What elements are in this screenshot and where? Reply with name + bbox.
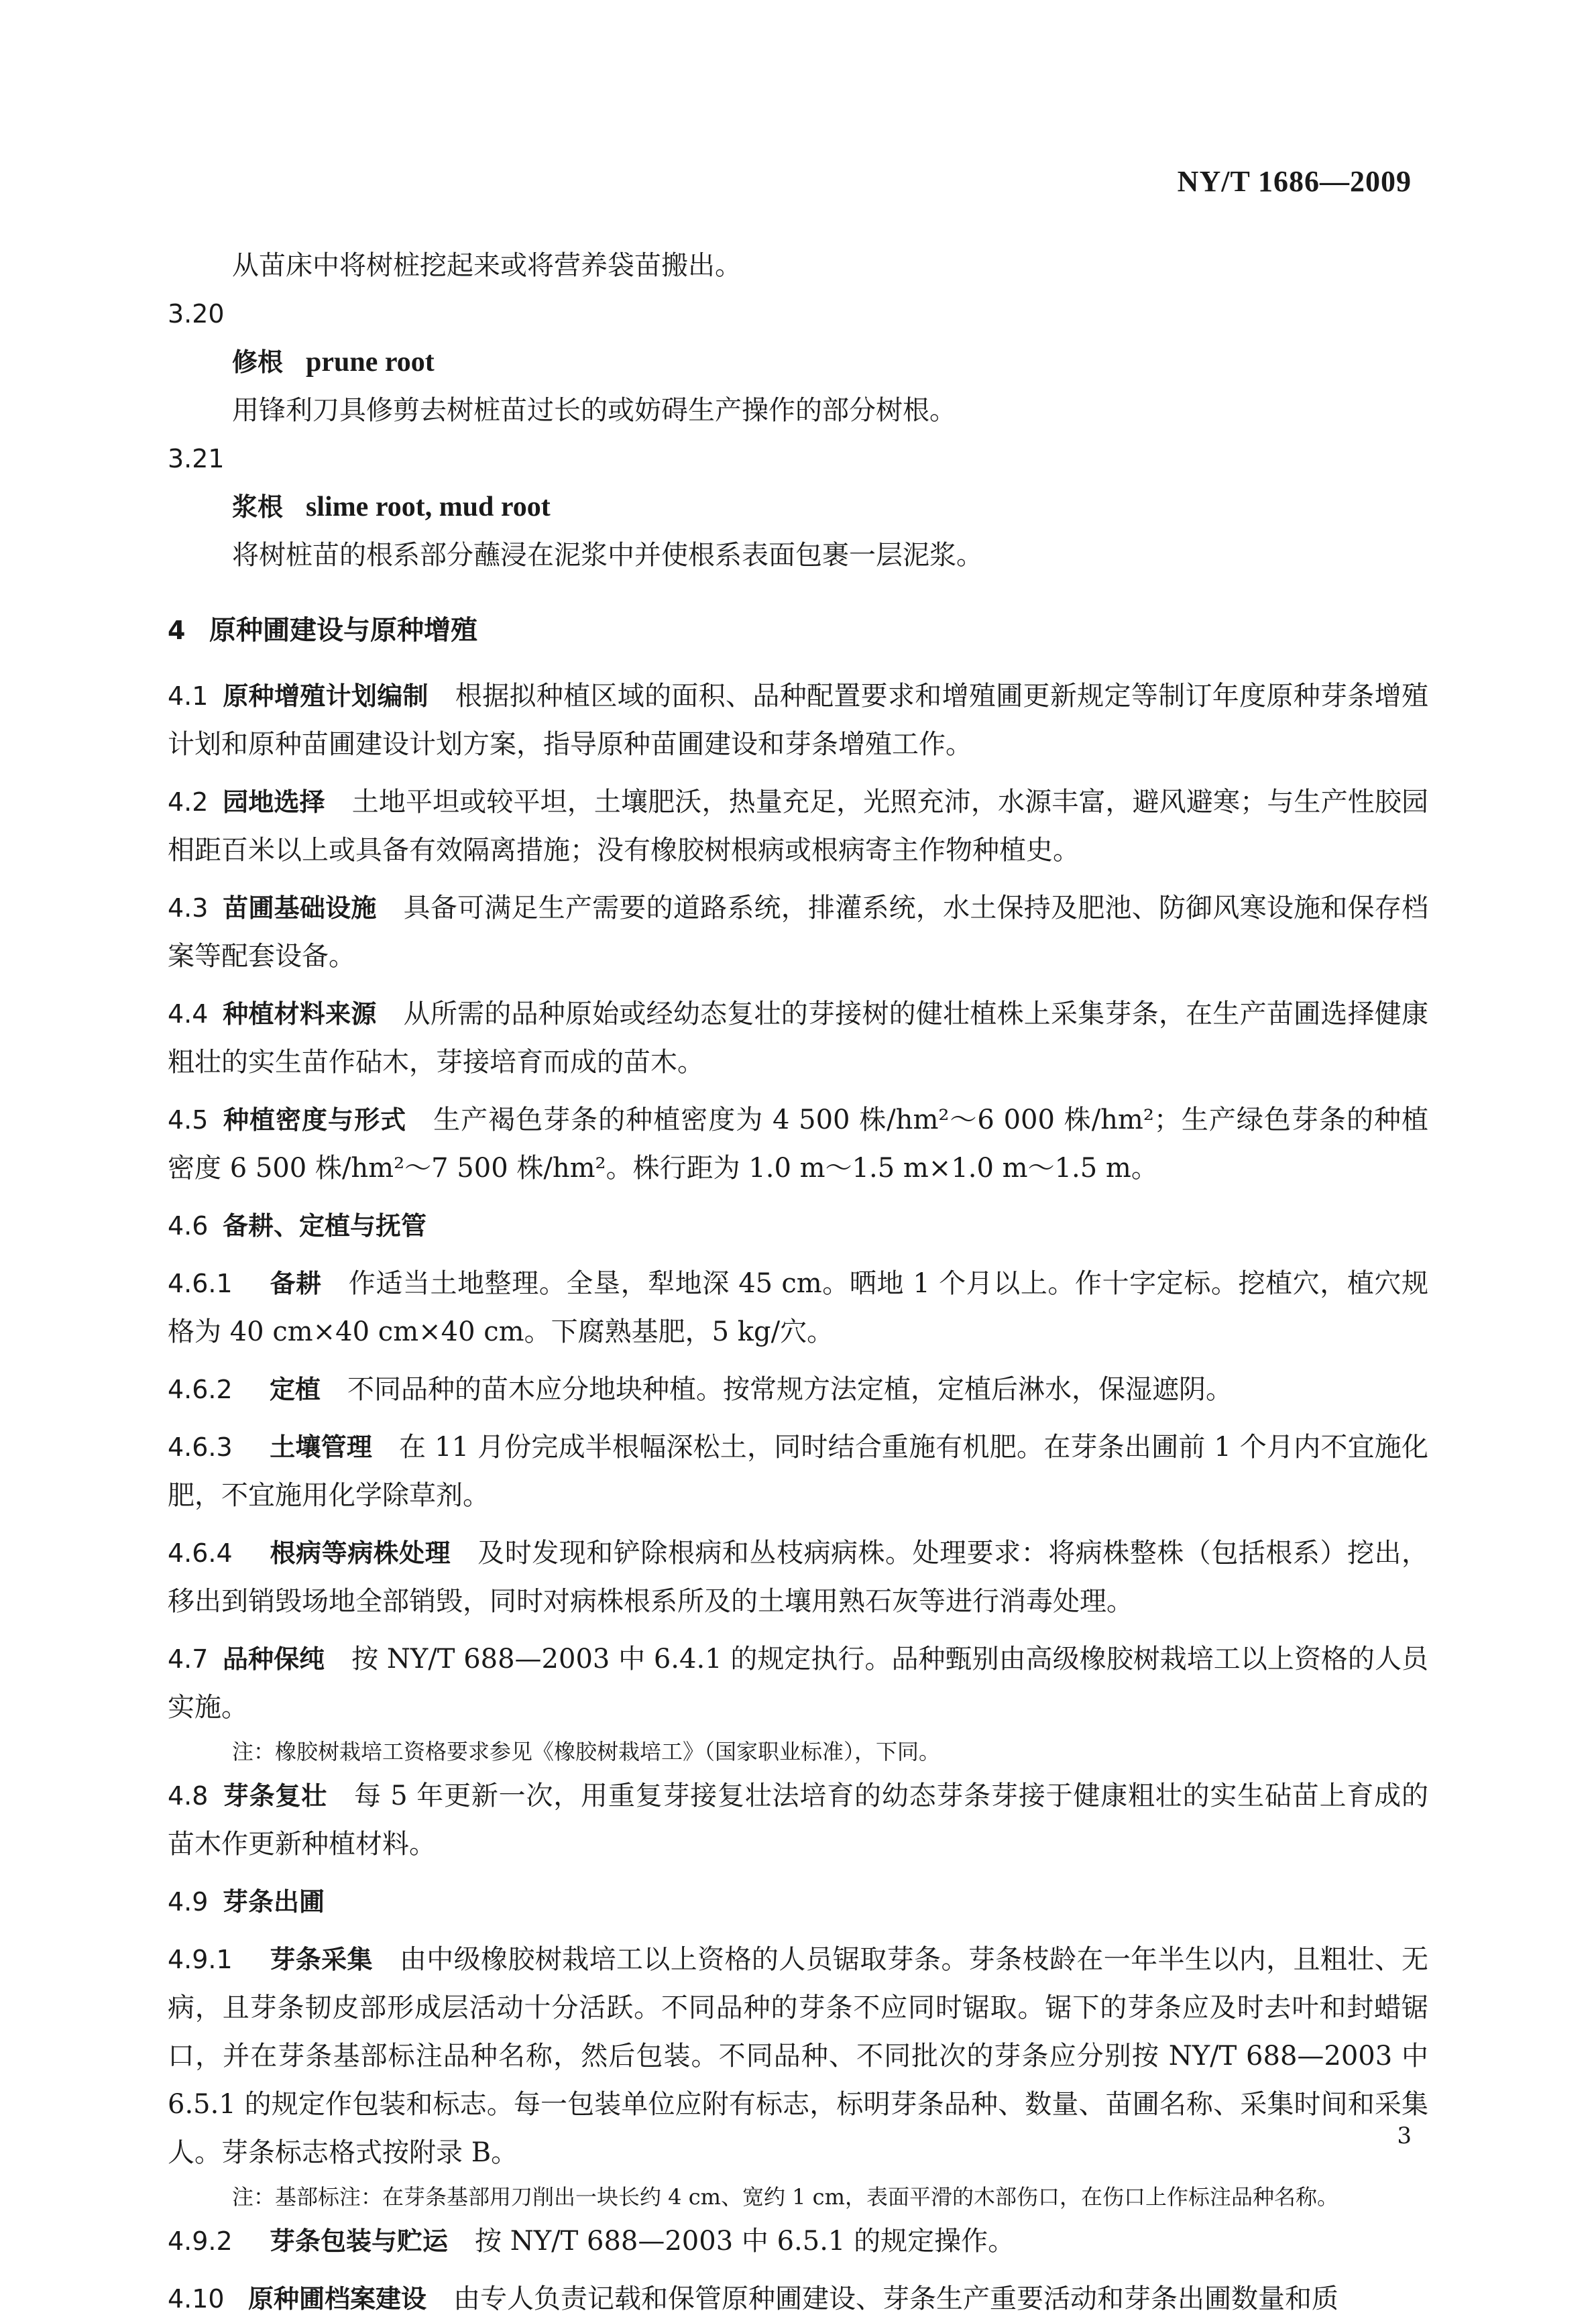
clause: 4.9.1 芽条采集 由中级橡胶树栽培工以上资格的人员锯取芽条。芽条枝龄在一年半生以内，且粗壮、无病，且芽条韧皮部形成层活动十分活跃。不同品种的芽条不应同时锯取。锯下的芽条应及时去叶和封蜡锯口，并在芽条基部标注品种名称，然后包装。不同品种、不同批次的芽条应分别按 NY/T 688—2003 中 6.5.1 的规定作包装和标志。每一包装单位应附有标志，标明芽条品种、数量、苗圃名称、采集时间和采集人。芽条标志格式按附录 B。	[168, 1944, 1428, 2168]
clause: 4.6.1 备耕 作适当土地整理。全垦，犁地深 45 cm。晒地 1 个月以上。作十字定标。挖植穴，植穴规格为 40 cm×40 cm×40 cm。下腐熟基肥，5 kg/穴。	[168, 1268, 1428, 1347]
term-chinese: 浆根	[232, 492, 284, 522]
clause-heading: 4.6 备耕、定植与抚管	[168, 1211, 427, 1241]
clause: 4.3 苗圃基础设施 具备可满足生产需要的道路系统，排灌系统，水土保持及肥池、防御风寒设施和保存档案等配套设备。	[168, 893, 1428, 972]
page-number: 3	[1397, 2122, 1412, 2149]
clause-heading: 4.9 芽条出圃	[168, 1887, 325, 1917]
term-definition: 将树桩苗的根系部分蘸浸在泥浆中并使根系表面包裹一层泥浆。	[232, 540, 983, 571]
term-english: prune root	[306, 347, 435, 378]
term-english: slime root, mud root	[306, 492, 551, 522]
document-code: NY/T 1686—2009	[1177, 165, 1412, 198]
clause: 4.6.2 定植 不同品种的苗木应分地块种植。按常规方法定植，定植后淋水，保湿遮阴。	[168, 1374, 1233, 1405]
term-definition: 用锋利刀具修剪去树桩苗过长的或妨碍生产操作的部分树根。	[232, 395, 956, 426]
clause: 4.6.4 根病等病株处理 及时发现和铲除根病和丛枝病病株。处理要求：将病株整株（包括根系）挖出，移出到销毁场地全部销毁，同时对病株根系所及的土壤用熟石灰等进行消毒处理。	[168, 1538, 1428, 1617]
term-number: 3.20	[168, 299, 225, 329]
note: 注：基部标注：在芽条基部用刀削出一块长约 4 cm、宽约 1 cm，表面平滑的木部伤口，在伤口上作标注品种名称。	[232, 2184, 1338, 2210]
clause: 4.6.3 土壤管理 在 11 月份完成半根幅深松土，同时结合重施有机肥。在芽条出圃前 1 个月内不宜施化肥，不宜施用化学除草剂。	[168, 1432, 1428, 1511]
section-heading: 4 原种圃建设与原种增殖	[168, 615, 477, 646]
clause: 4.1 原种增殖计划编制 根据拟种植区域的面积、品种配置要求和增殖圃更新规定等制订年度原种芽条增殖计划和原种苗圃建设计划方案，指导原种苗圃建设和芽条增殖工作。	[168, 681, 1428, 760]
clause: 4.4 种植材料来源 从所需的品种原始或经幼态复壮的芽接树的健壮植株上采集芽条，在生产苗圃选择健康粗壮的实生苗作砧木，芽接培育而成的苗木。	[168, 999, 1428, 1078]
clause: 4.2 园地选择 土地平坦或较平坦，土壤肥沃，热量充足，光照充沛，水源丰富，避风避寒；与生产性胶园相距百米以上或具备有效隔离措施；没有橡胶树根病或根病寄主作物种植史。	[168, 787, 1428, 866]
term-heading	[168, 483, 1428, 531]
clause: 4.8 芽条复壮 每 5 年更新一次，用重复芽接复壮法培育的幼态芽条芽接于健康粗壮的实生砧苗上育成的苗木作更新种植材料。	[168, 1780, 1428, 1860]
clause: 4.9.2 芽条包装与贮运 按 NY/T 688—2003 中 6.5.1 的规定操作。	[168, 2226, 1015, 2257]
note: 注：橡胶树栽培工资格要求参见《橡胶树栽培工》（国家职业标准），下同。	[232, 1739, 941, 1764]
term-heading	[168, 338, 1428, 386]
clause: 4.5 种植密度与形式 生产褐色芽条的种植密度为 4 500 株/hm²～6 000 株/hm²；生产绿色芽条的种植密度 6 500 株/hm²～7 500 株/hm²。株行距为 1.0 m～1.5 m×1.0 m～1.5 m。	[168, 1104, 1428, 1184]
page-body	[168, 241, 1428, 2323]
term-chinese: 修根	[232, 347, 284, 377]
clause: 4.10 原种圃档案建设 由专人负责记载和保管原种圃建设、芽条生产重要活动和芽条出圃数量和质	[168, 2283, 1339, 2314]
paragraph: 从苗床中将树桩挖起来或将营养袋苗搬出。	[232, 250, 742, 281]
clause: 4.7 品种保纯 按 NY/T 688—2003 中 6.4.1 的规定执行。品种甄别由高级橡胶树栽培工以上资格的人员实施。	[168, 1644, 1428, 1723]
term-number: 3.21	[168, 444, 225, 473]
